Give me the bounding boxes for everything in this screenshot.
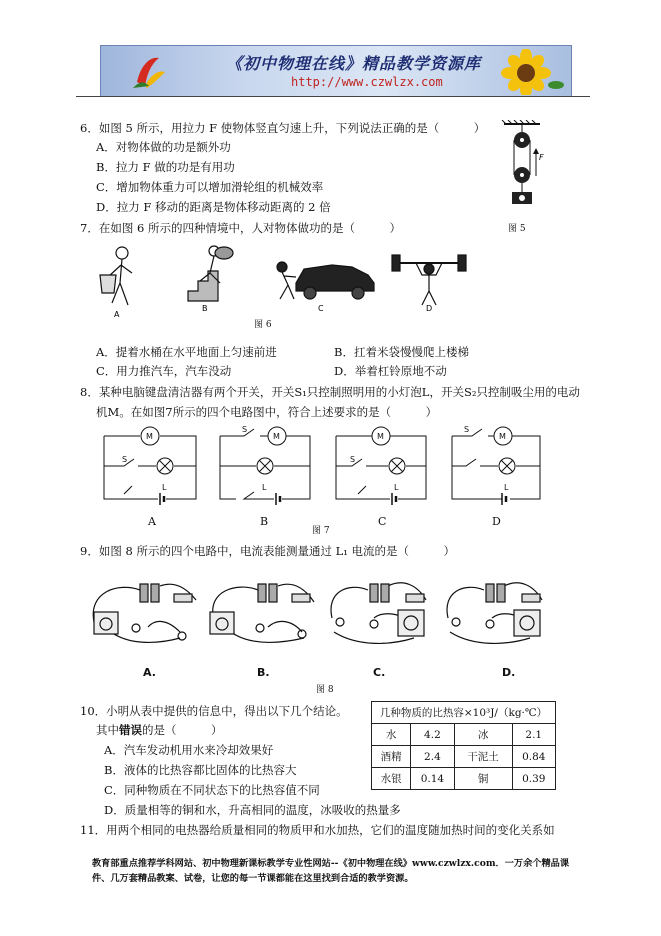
table-cell: 酒精 bbox=[372, 746, 411, 768]
circuit-a-lamp: L bbox=[162, 483, 167, 492]
q9-letter-d: D. bbox=[502, 666, 516, 679]
q7-option-a: A．提着水桶在水平地面上匀速前进 bbox=[96, 345, 277, 359]
q9-letter-b: B. bbox=[257, 666, 270, 679]
q7-option-b: B．扛着米袋慢慢爬上楼梯 bbox=[334, 345, 469, 359]
q10-prompt-suffix: 的是（ ） bbox=[142, 723, 223, 737]
q7-option-c: C．用力推汽车，汽车没动 bbox=[96, 364, 232, 378]
circuit-a-motor: M bbox=[146, 432, 153, 441]
circuit-b-motor: M bbox=[273, 432, 280, 441]
site-banner bbox=[100, 45, 572, 97]
q6-option-c: C．增加物体重力可以增加滑轮组的机械效率 bbox=[96, 180, 324, 194]
circuit-b-letter: B bbox=[260, 515, 269, 528]
figure-7-circuits bbox=[96, 424, 556, 524]
figure-6-caption: 图 6 bbox=[254, 320, 272, 330]
q10-prompt-bold: 错误 bbox=[119, 723, 142, 737]
scene-d-icon bbox=[392, 255, 466, 305]
circuit-d bbox=[452, 427, 540, 505]
q9-letter-a: A. bbox=[143, 666, 156, 679]
q6-option-d: D．拉力 F 移动的距离是物体移动距离的 2 倍 bbox=[96, 200, 331, 214]
table-cell: 水 bbox=[372, 724, 411, 746]
q10-option-d: D．质量相等的铜和水，升高相同的温度，冰吸收的热量多 bbox=[104, 803, 401, 817]
q9-letter-c: C. bbox=[373, 666, 386, 679]
circuit-c-lamp: L bbox=[394, 483, 399, 492]
scene-d-letter: D bbox=[426, 304, 433, 313]
circuit-a-switch: S bbox=[122, 455, 128, 464]
q11-stem: 11．用两个相同的电热器给质量相同的物质甲和水加热，它们的温度随加热时间的变化关系如 bbox=[80, 823, 555, 837]
circuit-b-lamp: L bbox=[262, 483, 267, 492]
physical-circuit-d bbox=[447, 583, 542, 644]
table-cell: 0.39 bbox=[512, 768, 555, 790]
q9-stem: 9．如图 8 所示的四个电路中，电流表能测量通过 L₁ 电流的是（ ） bbox=[80, 544, 455, 558]
circuit-b-switch: S bbox=[242, 425, 248, 434]
q6-stem: 6．如图 5 所示，用拉力 F 使物体竖直匀速上升，下列说法正确的是（ ） bbox=[80, 121, 486, 135]
q10-option-b: B．液体的比热容都比固体的比热容大 bbox=[104, 763, 297, 777]
q6-option-b: B．拉力 F 做的功是有用功 bbox=[96, 160, 235, 174]
scene-b-letter: B bbox=[202, 304, 208, 313]
force-label: F bbox=[539, 153, 544, 162]
figure-8-physical-circuits bbox=[88, 572, 558, 654]
pulley-figure bbox=[498, 120, 548, 210]
table-cell: 0.84 bbox=[512, 746, 555, 768]
circuit-c-motor: M bbox=[377, 432, 384, 441]
scene-b-icon bbox=[188, 246, 233, 301]
circuit-d-letter: D bbox=[492, 515, 501, 528]
table-cell: 2.1 bbox=[512, 724, 555, 746]
table-row bbox=[372, 768, 556, 790]
banner-url[interactable]: http://www.czwlzx.com bbox=[291, 75, 443, 89]
table-cell: 水银 bbox=[372, 768, 411, 790]
circuit-d-switch: S bbox=[464, 425, 470, 434]
table-cell: 干泥土 bbox=[454, 746, 512, 768]
sunflower-icon bbox=[486, 49, 566, 95]
table-cell: 2.4 bbox=[411, 746, 454, 768]
q10-prompt-prefix: 其中 bbox=[96, 723, 119, 737]
page-footer: 教育部重点推荐学科网站、初中物理新课标教学专业性网站--《初中物理在线》www.czwlzx.com．一万余个精品课件、几万套精品教案、试卷，让您的每一节课都能在这里找到合适的教学资源。 bbox=[92, 858, 570, 884]
table-cell: 冰 bbox=[454, 724, 512, 746]
logo-icon bbox=[129, 52, 169, 90]
table-cell: 铜 bbox=[454, 768, 512, 790]
table-header: 几种物质的比热容×10³J/（kg·℃） bbox=[372, 702, 556, 724]
header-rule bbox=[76, 96, 590, 97]
q10-prompt bbox=[96, 722, 223, 738]
circuit-d-lamp: L bbox=[504, 483, 509, 492]
circuit-c-letter: C bbox=[378, 515, 387, 528]
q10-option-c: C．同种物质在不同状态下的比热容值不同 bbox=[104, 783, 320, 797]
q7-option-d: D．举着杠铃原地不动 bbox=[334, 364, 447, 378]
physical-circuit-b bbox=[210, 584, 314, 642]
q10-option-a: A．汽车发动机用水来冷却效果好 bbox=[104, 743, 274, 757]
circuit-d-motor: M bbox=[499, 432, 506, 441]
q7-stem: 7．在如图 6 所示的四种情境中，人对物体做功的是（ ） bbox=[80, 221, 401, 235]
scene-a-icon bbox=[100, 247, 132, 305]
table-row bbox=[372, 724, 556, 746]
physical-circuit-a bbox=[93, 584, 196, 642]
figure-8-caption: 图 8 bbox=[316, 685, 334, 695]
scene-c-icon bbox=[277, 262, 374, 299]
table-row bbox=[372, 746, 556, 768]
table-cell: 0.14 bbox=[411, 768, 454, 790]
figure-5-caption: 图 5 bbox=[508, 224, 526, 234]
scene-a-letter: A bbox=[114, 310, 120, 319]
circuit-c-switch: S bbox=[350, 455, 356, 464]
figure-7-caption: 图 7 bbox=[312, 526, 330, 536]
specific-heat-table bbox=[371, 701, 556, 790]
q8-stem-line1: 8．某种电脑键盘清洁器有两个开关，开关S₁只控制照明用的小灯泡L，开关S₂只控制吸尘用的电动 bbox=[80, 385, 580, 399]
physical-circuit-c bbox=[331, 583, 426, 644]
banner-title: 《初中物理在线》精品教学资源库 bbox=[226, 54, 482, 73]
circuit-a-letter: A bbox=[148, 515, 156, 528]
q10-stem: 10．小明从表中提供的信息中，得出以下几个结论。 bbox=[80, 704, 348, 718]
q6-option-a: A．对物体做的功是额外功 bbox=[96, 140, 231, 154]
scene-c-letter: C bbox=[318, 304, 324, 313]
figure-6-scenes bbox=[96, 243, 476, 325]
table-cell: 4.2 bbox=[411, 724, 454, 746]
circuit-b bbox=[220, 427, 310, 505]
q8-stem-line2: 机M。在如图7所示的四个电路图中，符合上述要求的是（ ） bbox=[96, 405, 438, 419]
